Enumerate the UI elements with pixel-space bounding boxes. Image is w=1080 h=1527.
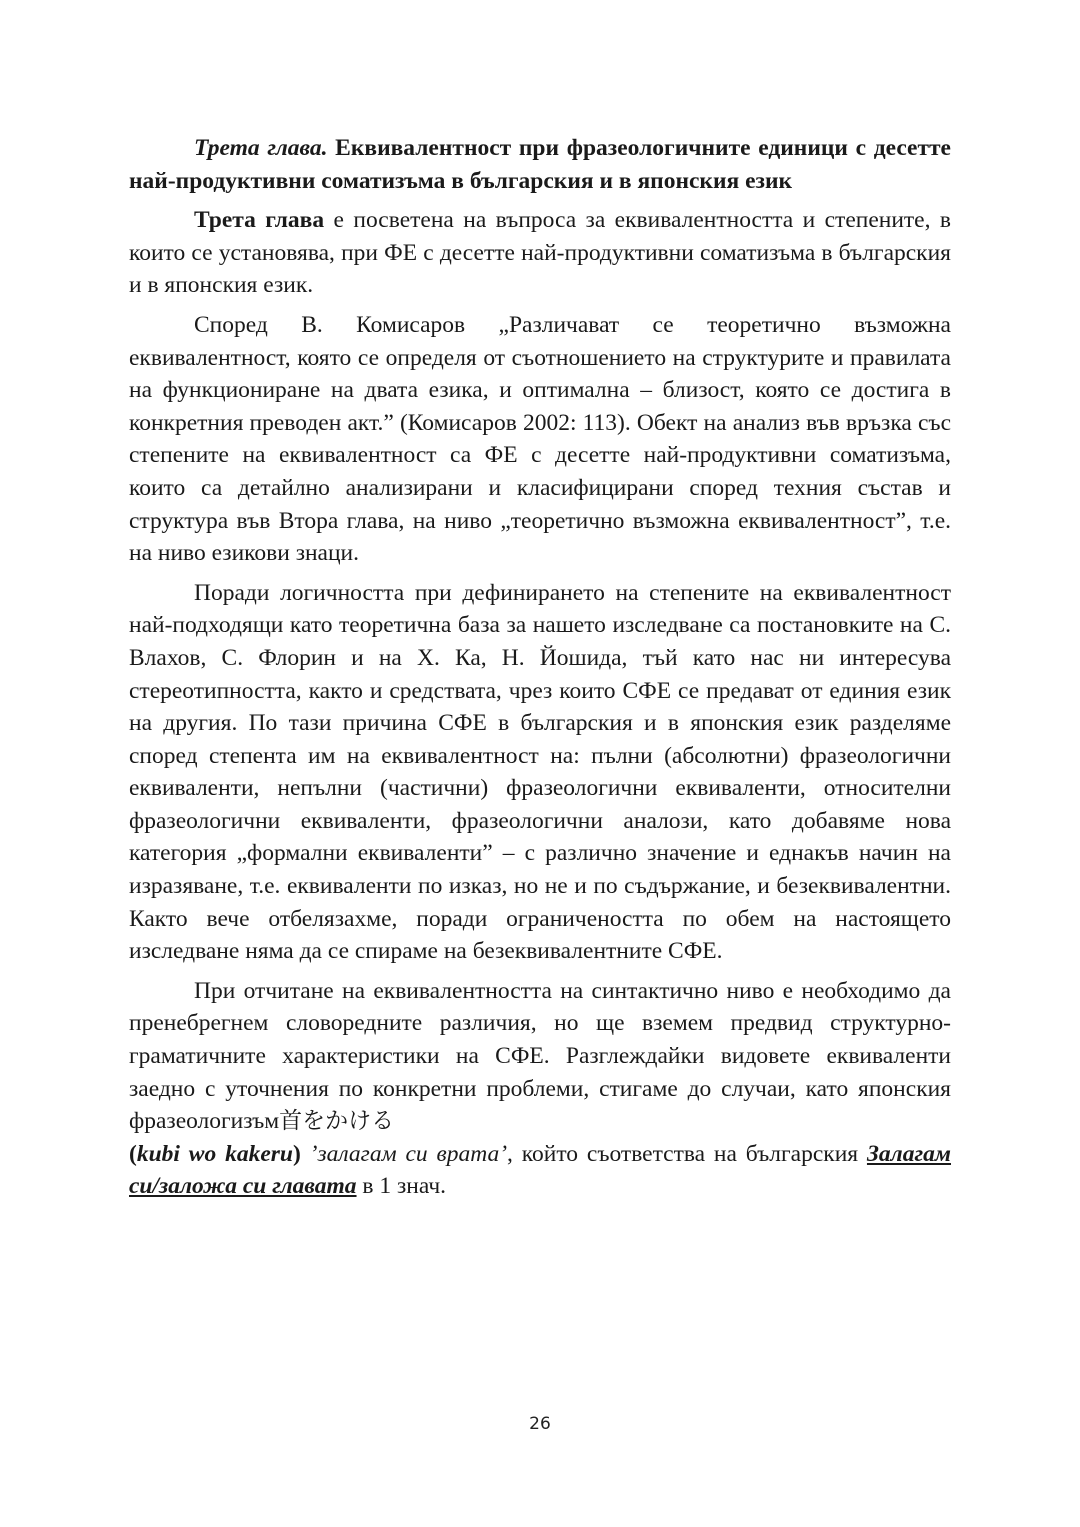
paragraph-syntactic-level (129, 975, 951, 1203)
literal-gloss: ’залагам си врата’ (300, 1140, 508, 1167)
bulgarian-equivalent: Залагам си/заложа си главата (129, 1140, 951, 1200)
romaji-phrase: kubi wo kakeru (136, 1140, 293, 1167)
paragraph-intro (129, 204, 951, 302)
paragraph-komissarov (129, 309, 951, 570)
romaji-open-paren: ( (129, 1140, 137, 1167)
chapter-heading-title: Еквивалентност при фразеологичните единици с десетте най-продуктивни соматизъма в българския и в японския език (129, 135, 951, 194)
paragraph-equivalence-types-text: Поради логичността при дефинирането на степените на еквивалентност най-подходящи като теоретична база за нашето изследване са постановките на С. Влахов, С. Флорин и на Х. Ка, Н. Йошида, тъй като нас ни интересува стереотипността, както и средствата, чрез които СФЕ се предават от единия език на другия. По тази причина СФЕ в българския и в японския език разделяме според степента им на еквивалентност на: пълни (абсолютни) фразеологични еквиваленти, непълни (частични) фразеологични еквиваленти, относителни фразеологични еквиваленти, фразеологични аналози, като добавяме нова категория „формални еквиваленти” – с различно значение и еднакъв начин на изразяване, т.е. еквиваленти по изказ, но не и по съдържание, и безеквивалентни. Както вече отбелязахме, поради ограничеността по обем на настоящето изследване няма да се спираме на безеквивалентните СФЕ. (129, 579, 951, 965)
japanese-phrase: 首をかける (279, 1108, 395, 1135)
page-content (129, 132, 951, 1210)
paragraph-intro-lead: Трета глава (194, 207, 325, 234)
chapter-heading-label: Трета глава. (194, 135, 328, 161)
paragraph-equivalence-types (129, 577, 951, 968)
paragraph-syntactic-text-1: При отчитане на еквивалентността на синтактично ниво е необходимо да пренебрегнем словоредните различия, но ще вземем предвид структурно-граматичните характеристики на СФЕ. Разглеждайки видовете еквиваленти заедно с уточнения по конкретни проблеми, стигаме до случаи, като японския фразеологизъм (129, 977, 951, 1135)
paragraph-syntactic-text-3: в 1 знач. (356, 1173, 447, 1200)
paragraph-komissarov-text: Според В. Комисаров „Различават се теоретично възможна еквивалентност, която се определя от съотношението на структурите и правилата на функциониране на двата езика, и оптимална – близост, която се достига в конкретния преводен акт.” (Комисаров 2002: 113). Обект на анализ във връзка със степените на еквивалентност са ФЕ с десетте най-продуктивни соматизъма, които са детайлно анализирани и класифицирани според техния състав и структура във Втора глава, на ниво „теоретично възможна еквивалентност”, т.е. на ниво езикови знаци. (129, 311, 951, 567)
page-number: 26 (529, 1414, 551, 1434)
paragraph-syntactic-text-2: , който съответства на българския (507, 1140, 867, 1167)
chapter-heading (129, 132, 951, 197)
paragraph-intro-text: е посветена на въпроса за еквивалентността и степените, в които се установява, при ФЕ с десетте най-продуктивни соматизъма в българския и в японския език. (129, 207, 951, 299)
romaji-close-paren: ) (292, 1140, 301, 1167)
